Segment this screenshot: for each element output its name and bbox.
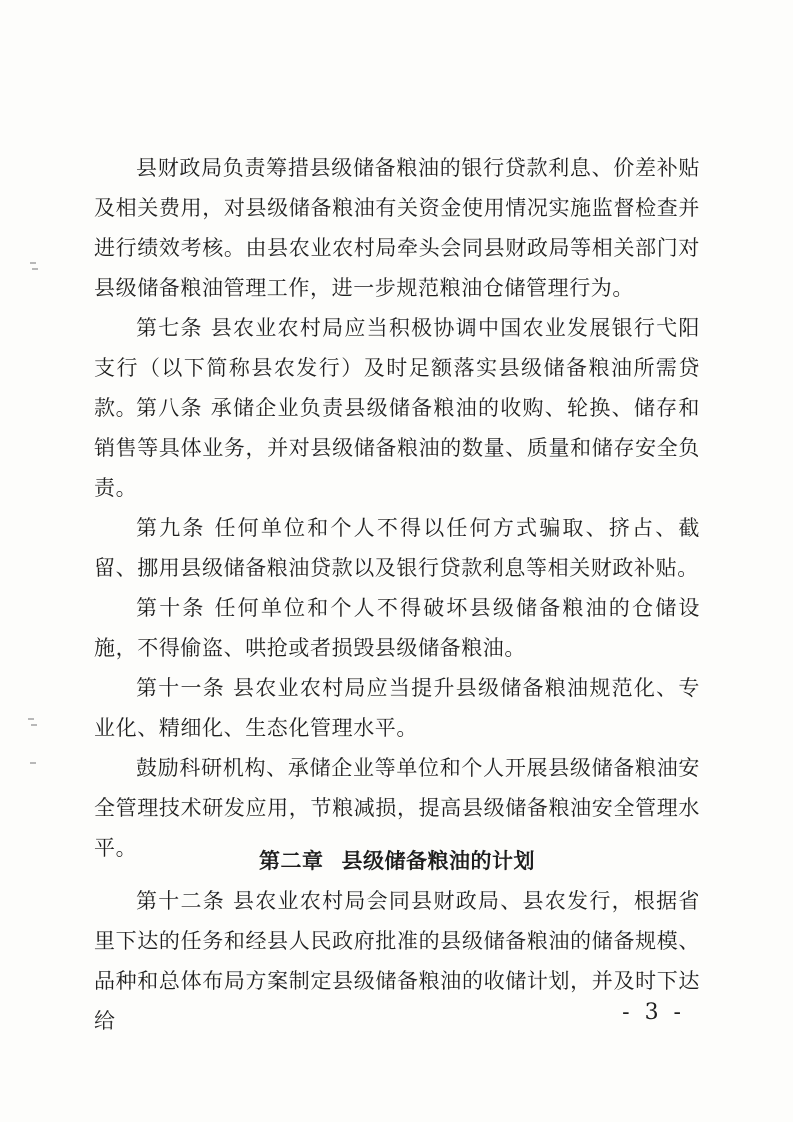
paragraph-article-9: 第九条 任何单位和个人不得以任何方式骗取、挤占、截留、挪用县级储备粮油贷款以及银行贷款利息等相关财政补贴。 xyxy=(94,516,700,580)
paragraph-encourage: 鼓励科研机构、承储企业等单位和个人开展县级储备粮油安全管理技术研发应用，节粮减损，提高县级储备粮油安全管理水平。 xyxy=(94,756,700,860)
paragraph-finance-bureau: 县财政局负责筹措县级储备粮油的银行贷款利息、价差补贴及相关费用，对县级储备粮油有关资金使用情况实施监督检查并进行绩效考核。由县农业农村局牵头会同县财政局等相关部门对县级储备粮油管理工作，进一步规范粮油仓储管理行为。 xyxy=(94,156,700,300)
chapter-number: 第二章 xyxy=(259,849,324,873)
paragraph-article-7: 第七条 县农业农村局应当积极协调中国农业发展银行弋阳支行（以下简称县农发行）及时足额落实县级储备粮油所需贷款。 xyxy=(94,316,700,420)
chapter-heading xyxy=(94,841,700,881)
paragraph-article-12: 第十二条 县农业农村局会同县财政局、县农发行，根据省里下达的任务和经县人民政府批准的县级储备粮油的储备规模、品种和总体布局方案制定县级储备粮油的收储计划，并及时下达给 xyxy=(94,889,700,1033)
scan-speck xyxy=(28,718,34,720)
paragraph-article-11: 第十一条 县农业农村局应当提升县级储备粮油规范化、专业化、精细化、生态化管理水平。 xyxy=(94,676,700,740)
scan-speck xyxy=(31,724,37,726)
paragraph-article-8: 第八条 承储企业负责县级储备粮油的收购、轮换、储存和销售等具体业务，并对县级储备粮油的数量、质量和储存安全负责。 xyxy=(94,396,700,500)
scan-speck xyxy=(32,268,38,270)
scan-speck xyxy=(30,262,36,264)
page-number: - 3 - xyxy=(622,1000,685,1025)
chapter-title: 县级储备粮油的计划 xyxy=(341,849,535,873)
paragraph-article-10: 第十条 任何单位和个人不得破坏县级储备粮油的仓储设施，不得偷盗、哄抢或者损毁县级储备粮油。 xyxy=(94,596,700,660)
scan-speck xyxy=(30,762,36,764)
